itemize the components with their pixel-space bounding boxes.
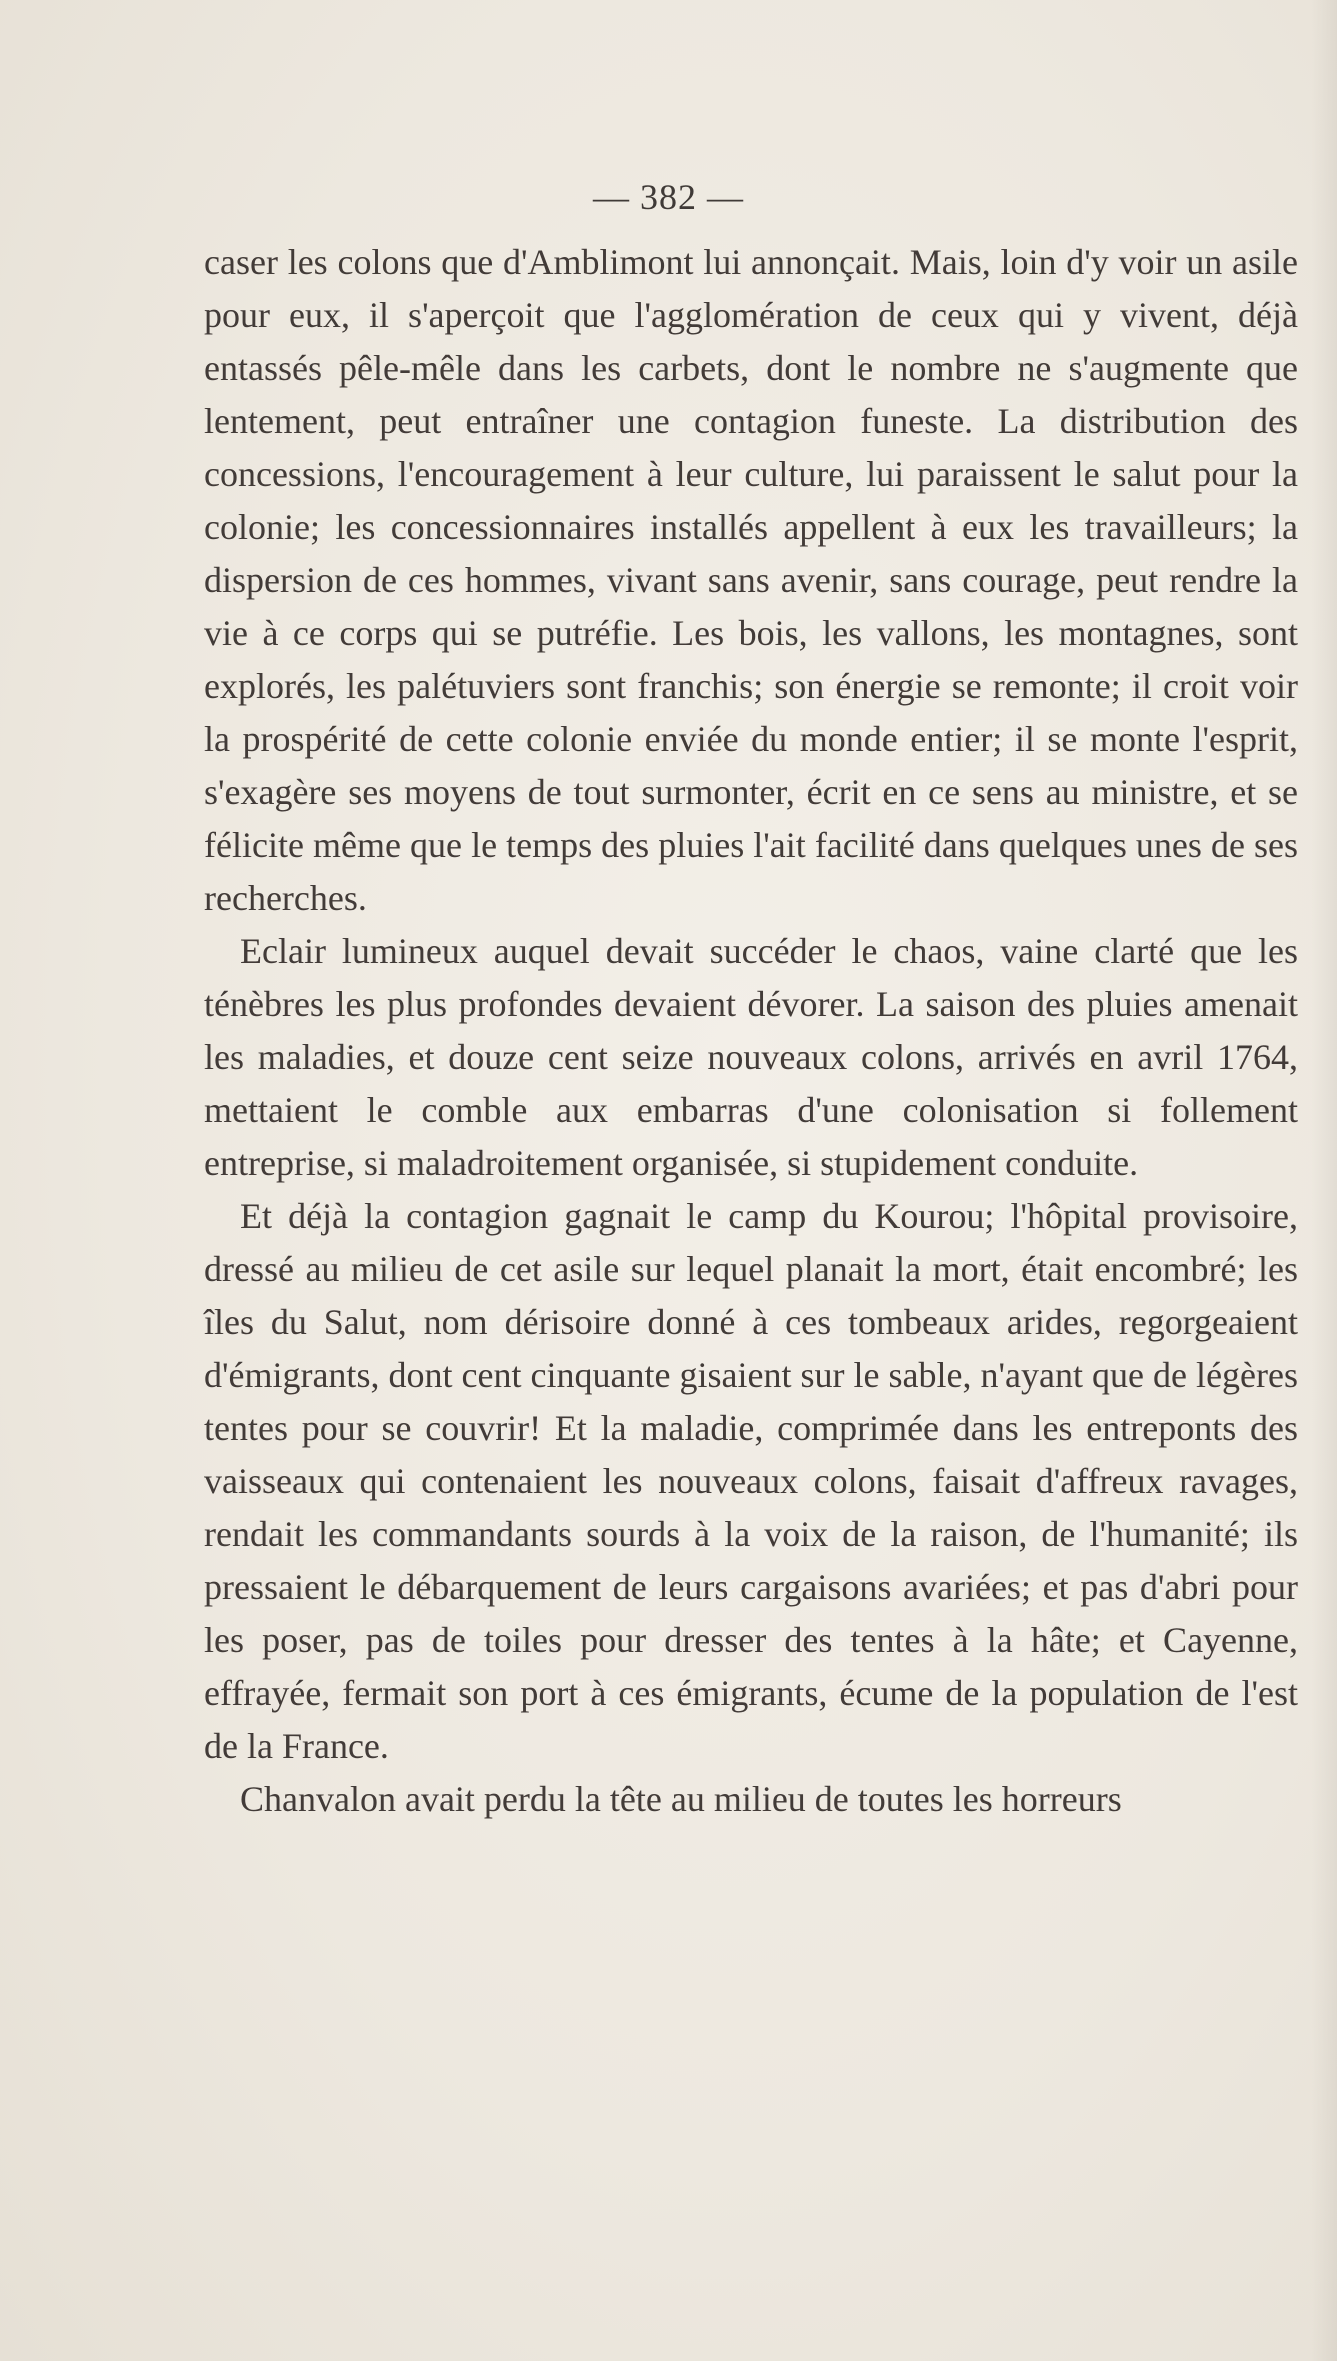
body-text <box>204 236 1298 1826</box>
page-number: — 382 — <box>593 177 744 217</box>
paragraph-chanvalon: Chanvalon avait perdu la tête au milieu de toutes les horreurs <box>240 1779 1122 1819</box>
paragraph-contagion: Et déjà la contagion gagnait le camp du Kourou; l'hôpital provisoire, dressé au milieu de cet asile sur lequel planait la mort, était encombré; les îles du Salut, nom dérisoire donné à ces tombeaux arides, regorgeaient d'émigrants, dont cent cinquante gisaient sur le sable, n'ayant que de légères tentes pour se couvrir! Et la maladie, comprimée dans les entreponts des vaisseaux qui contenaient les nouveaux colons, faisait d'affreux ravages, rendait les commandants sourds à la voix de la raison, de l'humanité; ils pressaient le débarquement de leurs cargaisons avariées; et pas d'abri pour les poser, pas de toiles pour dresser des tentes à la hâte; et Cayenne, effrayée, fermait son port à ces émigrants, écume de la population de l'est de la France. <box>204 1196 1298 1766</box>
paragraph-continued: caser les colons que d'Amblimont lui annonçait. Mais, loin d'y voir un asile pour eux, il s'aperçoit que l'agglomération de ceux qui y vivent, déjà entassés pêle-mêle dans les carbets, dont le nombre ne s'augmente que lentement, peut entraîner une contagion funeste. La distribution des concessions, l'encouragement à leur culture, lui paraissent le salut pour la colonie; les concessionnaires installés appellent à eux les travailleurs; la dispersion de ces hommes, vivant sans avenir, sans courage, peut rendre la vie à ce corps qui se putréfie. Les bois, les vallons, les montagnes, sont explorés, les palétuviers sont franchis; son énergie se remonte; il croit voir la prospérité de cette colonie enviée du monde entier; il se monte l'esprit, s'exagère ses moyens de tout surmonter, écrit en ce sens au ministre, et se félicite même que le temps des pluies l'ait facilité dans quelques unes de ses recherches. <box>204 242 1298 918</box>
paragraph-eclair: Eclair lumineux auquel devait succéder le chaos, vaine clarté que les ténèbres les plus profondes devaient dévorer. La saison des pluies amenait les maladies, et douze cent seize nouveaux colons, arrivés en avril 1764, mettaient le comble aux embarras d'une colonisation si follement entreprise, si maladroitement organisée, si stupidement conduite. <box>204 931 1298 1183</box>
